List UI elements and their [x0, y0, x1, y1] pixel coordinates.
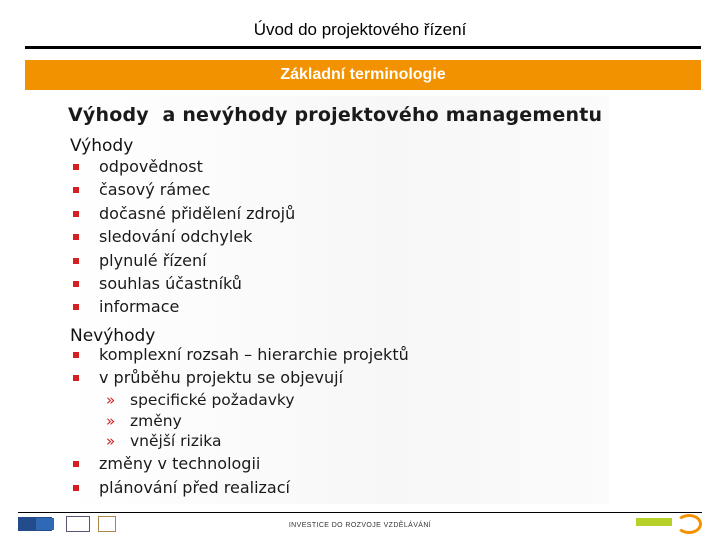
- list-item: odpovědnost: [70, 155, 295, 178]
- list-item: plánování před realizací: [70, 476, 409, 499]
- list-item: informace: [70, 295, 295, 318]
- partner-logo-mark: [676, 514, 702, 534]
- list-item: komplexní rozsah – hierarchie projektů: [70, 343, 409, 366]
- list-item: v průběhu projektu se objevují: [70, 366, 409, 389]
- footer-divider: [18, 512, 702, 513]
- footer-text: INVESTICE DO ROZVOJE VZDĚLÁVÁNÍ: [288, 522, 432, 529]
- sub-list-item: » specifické požadavky: [70, 390, 409, 411]
- disadvantages-list: [70, 343, 409, 499]
- list-item: dočasné přidělení zdrojů: [70, 202, 295, 225]
- sub-list-item: » vnější rizika: [70, 431, 409, 452]
- list-item: časový rámec: [70, 178, 295, 201]
- page-title: Úvod do projektového řízení: [253, 20, 467, 39]
- list-item: souhlas účastníků: [70, 272, 295, 295]
- section-banner: Základní terminologie: [25, 60, 701, 90]
- list-item: plynulé řízení: [70, 249, 295, 272]
- advantages-heading: Výhody: [70, 136, 134, 156]
- header-divider: [25, 46, 701, 49]
- list-item: změny v technologii: [70, 452, 409, 475]
- list-item: sledování odchylek: [70, 225, 295, 248]
- content-heading: Výhody a nevýhody projektového managementu: [68, 104, 603, 126]
- disadvantages-heading: Nevýhody: [70, 326, 156, 346]
- partner-logo: [636, 518, 672, 526]
- sub-list-item: » změny: [70, 411, 409, 432]
- advantages-list: [70, 155, 295, 319]
